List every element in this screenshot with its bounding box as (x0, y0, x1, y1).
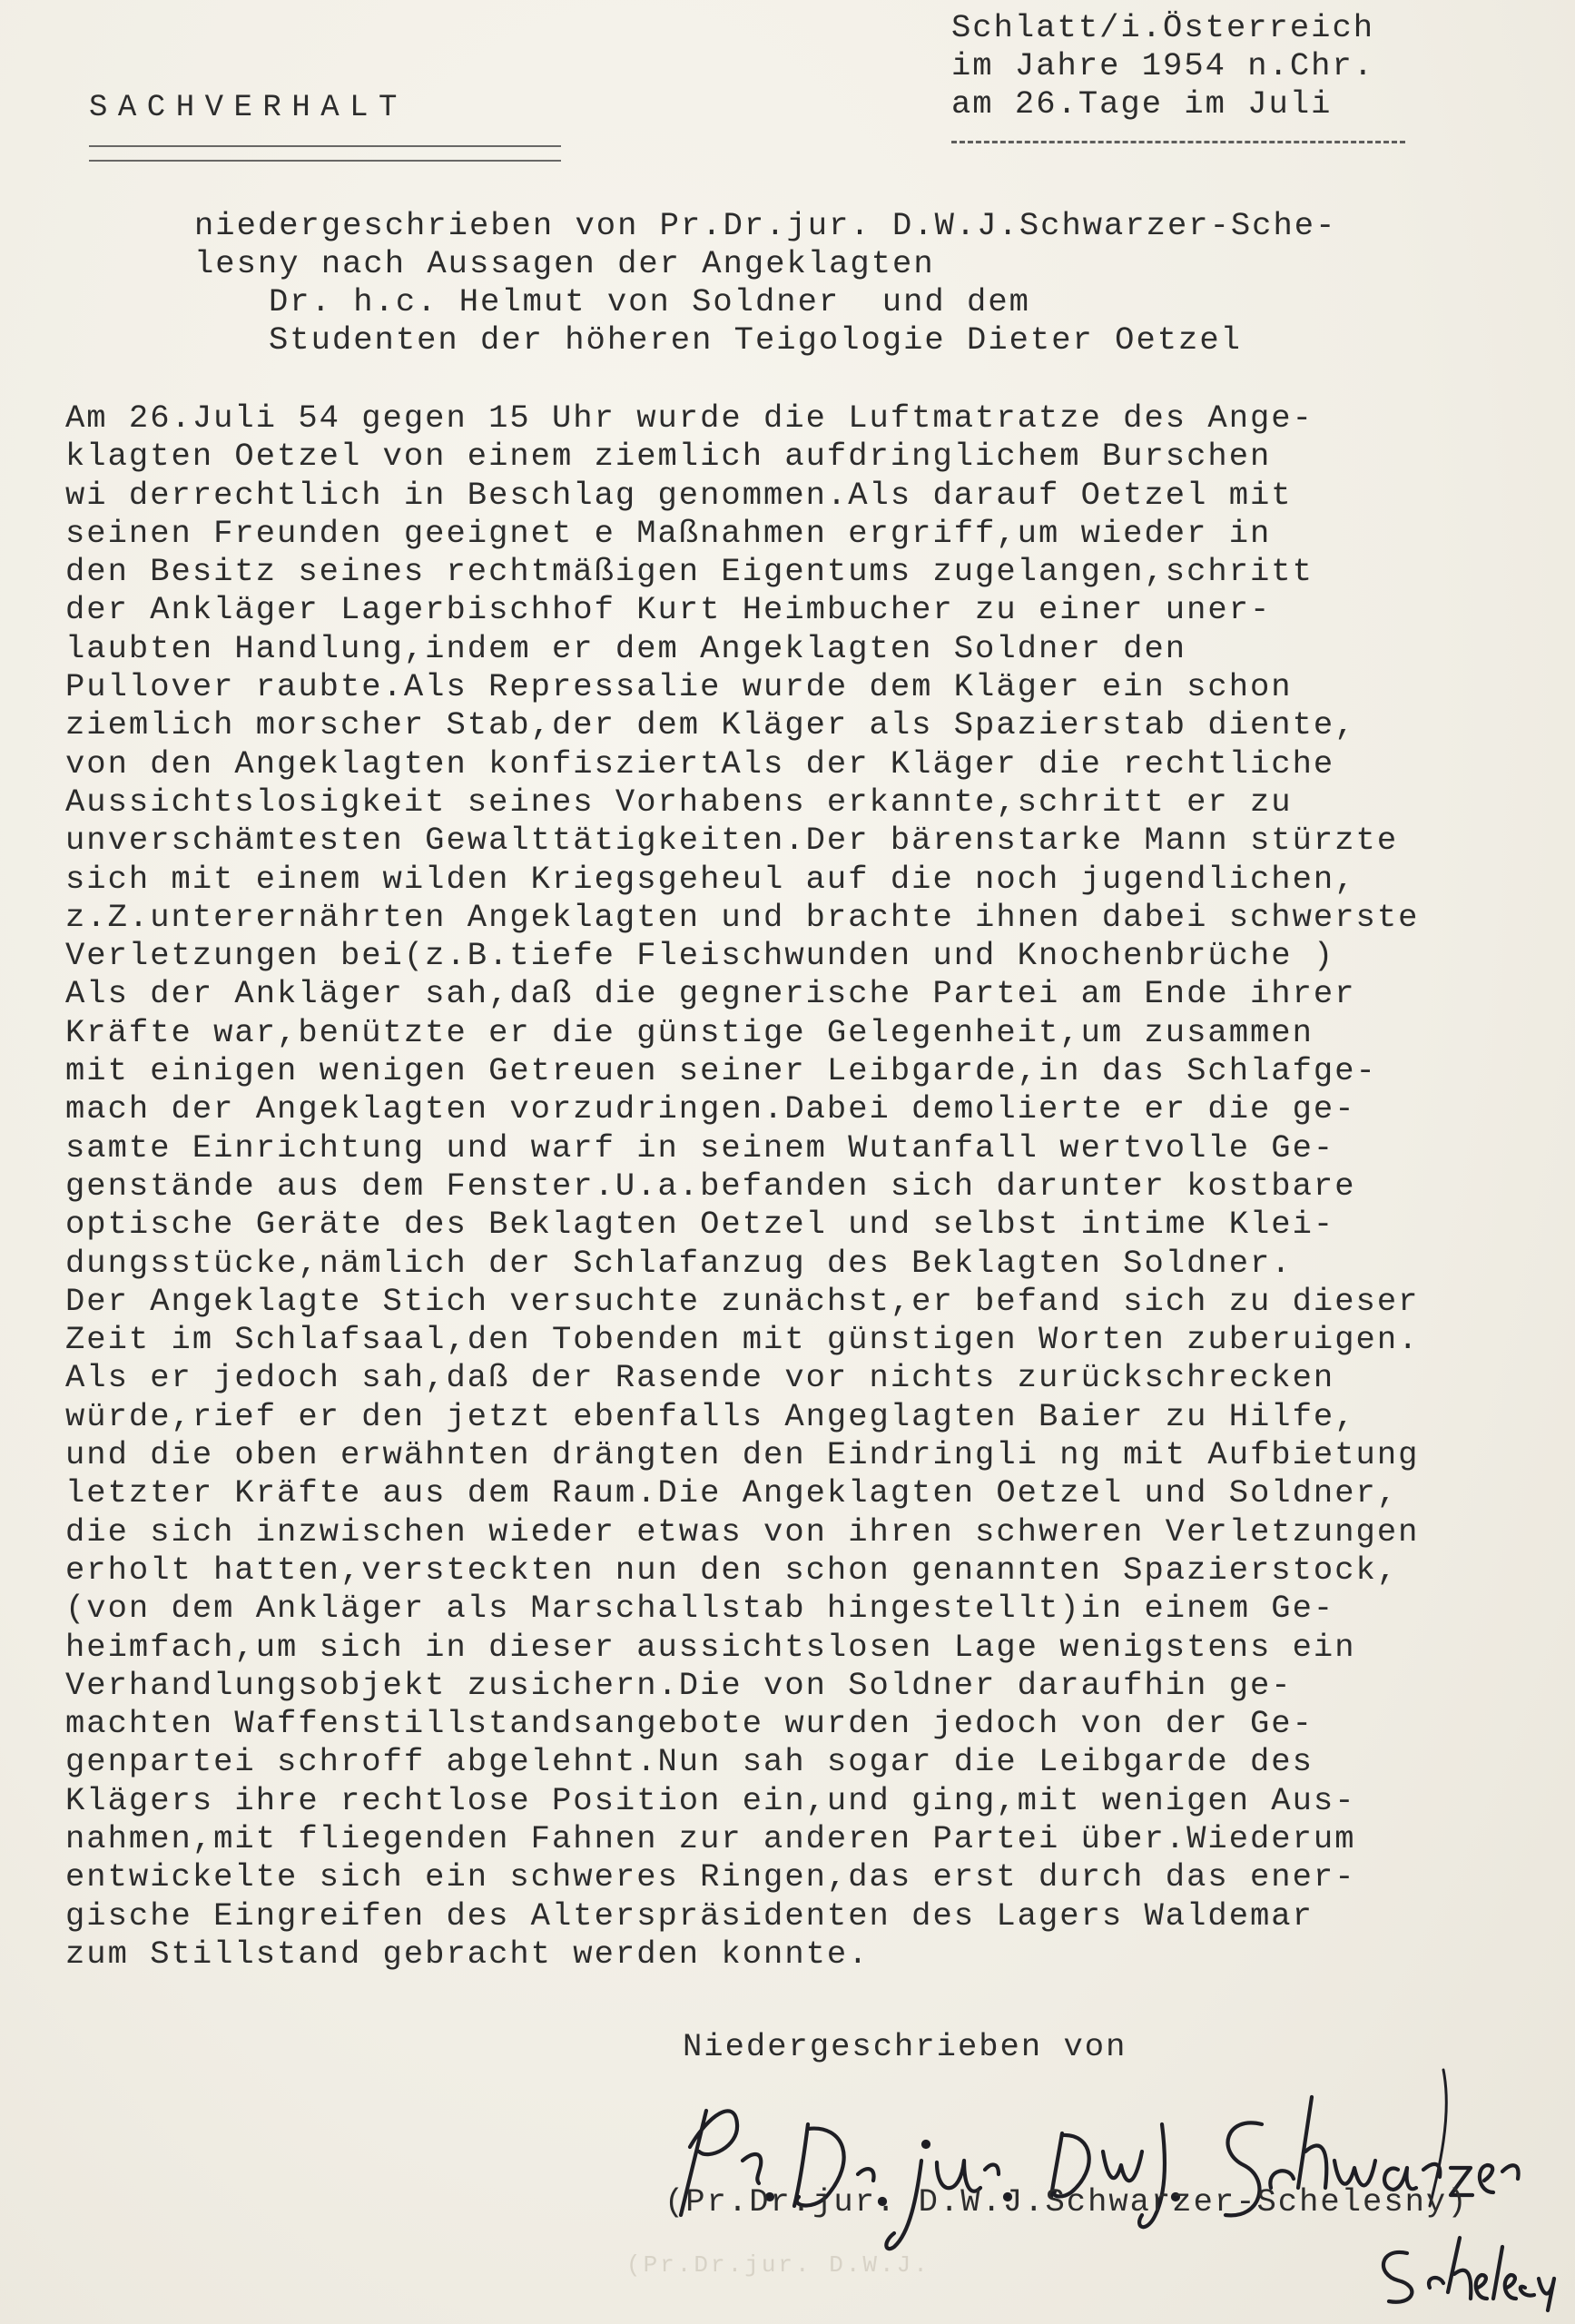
body-line: von den Angeklagten konfisziertAls der Kläger die rechtliche (65, 744, 1335, 783)
body-line: Verhandlungsobjekt zusichern.Die von Soldner daraufhin ge- (65, 1666, 1293, 1704)
body-line: Klägers ihre rechtlose Position ein,und ging,mit wenigen Aus- (65, 1781, 1356, 1819)
body-line: nahmen,mit fliegenden Fahnen zur anderen Partei über.Wiederum (65, 1819, 1356, 1857)
body-line: genpartei schroff abgelehnt.Nun sah sogar die Leibgarde des (65, 1743, 1314, 1781)
closing-name: (Pr.Dr.jur. D.W.J.Schwarzer-Schelesny) (664, 2183, 1469, 2221)
body-line: den Besitz seines rechtmäßigen Eigentums zugelangen,schritt (65, 553, 1314, 591)
body-line: unverschämtesten Gewalttätigkeiten.Der bärenstarke Mann stürzte (65, 822, 1399, 860)
body-line: (von dem Ankläger als Marschallstab hingestellt)in einem Ge- (65, 1590, 1335, 1628)
intro-line: lesny nach Aussagen der Angeklagten (194, 245, 935, 282)
intro-line: Dr. h.c. Helmut von Soldner und dem (269, 283, 1030, 320)
title-double-underline (89, 145, 561, 162)
body-line: klagten Oetzel von einem ziemlich aufdringlichem Burschen (65, 438, 1272, 476)
body-line: Pullover raubte.Als Repressalie wurde dem Kläger ein schon (65, 668, 1293, 706)
place-date-underline (951, 141, 1405, 143)
body-line: laubten Handlung,indem er dem Angeklagten Soldner den (65, 629, 1187, 667)
body-line: Verletzungen bei(z.B.tiefe Fleischwunden und Knochenbrüche ) (65, 937, 1335, 975)
document-title: SACHVERHALT (89, 91, 408, 125)
body-line: würde,rief er den jetzt ebenfalls Angeglagten Baier zu Hilfe, (65, 1397, 1356, 1435)
body-line: mit einigen wenigen Getreuen seiner Leibgarde,in das Schlafge- (65, 1052, 1377, 1090)
statement-body (65, 399, 1419, 1974)
body-line: machten Waffenstillstandsangebote wurden jedoch von der Ge- (65, 1705, 1314, 1743)
closing-label: Niedergeschrieben von (683, 2028, 1127, 2065)
body-line: Als er jedoch sah,daß der Rasende vor nichts zurückschrecken (65, 1359, 1335, 1397)
body-line: zum Stillstand gebracht werden konnte. (65, 1935, 870, 1973)
body-line: die sich inzwischen wieder etwas von ihren schweren Verletzungen (65, 1512, 1420, 1551)
body-line: dungsstücke,nämlich der Schlafanzug des Beklagten Soldner. (65, 1244, 1293, 1282)
body-line: Aussichtslosigkeit seines Vorhabens erkannte,schritt er zu (65, 783, 1293, 821)
body-line: ziemlich morscher Stab,der dem Kläger als Spazierstab diente, (65, 706, 1356, 744)
intro-line: niedergeschrieben von Pr.Dr.jur. D.W.J.Schwarzer-Sche- (194, 207, 1337, 244)
intro-line: Studenten der höheren Teigologie Dieter Oetzel (269, 321, 1242, 359)
body-line: heimfach,um sich in dieser aussichtslosen Lage wenigstens ein (65, 1628, 1356, 1666)
faint-offset-imprint: (Pr.Dr.jur. D.W.J. (626, 2251, 930, 2279)
body-line: z.Z.unterernährten Angeklagten und brachte ihnen dabei schwerste (65, 898, 1420, 936)
body-line: sich mit einem wilden Kriegsgeheul auf die noch jugendlichen, (65, 860, 1356, 898)
body-line: genstände aus dem Fenster.U.a.befanden sich darunter kostbare (65, 1167, 1356, 1205)
body-line: Als der Ankläger sah,daß die gegnerische Partei am Ende ihrer (65, 975, 1356, 1013)
body-line: optische Geräte des Beklagten Oetzel und selbst intime Klei- (65, 1206, 1335, 1244)
body-line: samte Einrichtung und warf in seinem Wutanfall wertvolle Ge- (65, 1128, 1335, 1167)
body-line: Am 26.Juli 54 gegen 15 Uhr wurde die Luftmatratze des Ange- (65, 399, 1314, 437)
body-line: Der Angeklagte Stich versuchte zunächst,er befand sich zu dieser (65, 1282, 1420, 1320)
body-line: und die oben erwähnten drängten den Eindringli ng mit Aufbietung (65, 1436, 1420, 1474)
body-line: wi derrechtlich in Beschlag genommen.Als darauf Oetzel mit (65, 476, 1293, 514)
place-date-block (951, 9, 1405, 123)
body-line: erholt hatten,versteckten nun den schon genannten Spazierstock, (65, 1551, 1399, 1589)
body-line: seinen Freunden geeignet e Maßnahmen ergriff,um wieder in (65, 514, 1272, 552)
body-line: entwickelte sich ein schweres Ringen,das erst durch das ener- (65, 1858, 1356, 1896)
body-line: der Ankläger Lagerbischhof Kurt Heimbucher zu einer uner- (65, 591, 1272, 629)
day-line: am 26.Tage im Juli (951, 85, 1333, 123)
body-line: Zeit im Schlafsaal,den Tobenden mit günstigen Worten zuberuigen. (65, 1321, 1420, 1359)
body-line: mach der Angeklagten vorzudringen.Dabei demolierte er die ge- (65, 1090, 1356, 1128)
year-line: im Jahre 1954 n.Chr. (951, 47, 1375, 84)
place-line: Schlatt/i.Österreich (951, 9, 1375, 46)
body-line: letzter Kräfte aus dem Raum.Die Angeklagten Oetzel und Soldner, (65, 1474, 1399, 1512)
body-line: gische Eingreifen des Alterspräsidenten des Lagers Waldemar (65, 1896, 1314, 1935)
body-line: Kräfte war,benützte er die günstige Gelegenheit,um zusammen (65, 1013, 1314, 1051)
